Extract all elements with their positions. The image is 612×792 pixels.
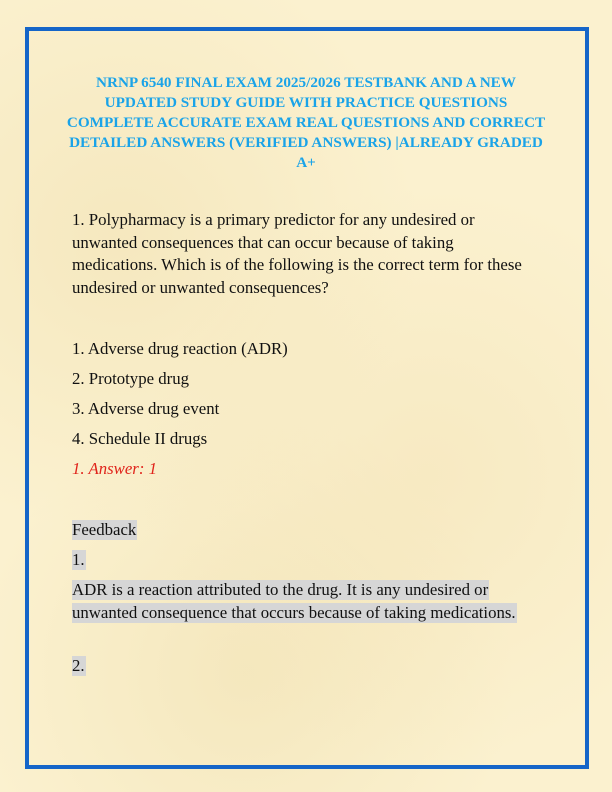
feedback-heading-container (72, 519, 542, 542)
option-4: 4. Schedule II drugs (72, 429, 208, 448)
answer-text: 1. Answer: 1 (72, 459, 157, 478)
feedback-item-2-number: 2. (72, 656, 85, 675)
feedback-item-1-text: ADR is a reaction attributed to the drug. It is any undesired or unwanted consequence that occurs because of taking medications. (72, 580, 516, 622)
options-list (72, 338, 542, 458)
feedback-item-1-number: 1. (72, 550, 85, 569)
feedback-item-2-number-container (72, 655, 542, 678)
document-title: NRNP 6540 FINAL EXAM 2025/2026 TESTBANK AND A NEW UPDATED STUDY GUIDE WITH PRACTICE QUESTIONS COMPLETE ACCURATE EXAM REAL QUESTIONS AND CORRECT DETAILED ANSWERS (VERIFIED ANSWERS) |ALREADY GRADED A+ (66, 74, 546, 171)
option-3: 3. Adverse drug event (72, 399, 220, 418)
option-2: 2. Prototype drug (72, 369, 189, 388)
option-1: 1. Adverse drug reaction (ADR) (72, 339, 288, 358)
feedback-heading: Feedback (72, 520, 137, 539)
question-text: 1. Polypharmacy is a primary predictor for any undesired or unwanted consequences that can occur because of taking medications. Which is of the following is the correct term for these undesired or unwanted consequences? (72, 210, 522, 297)
feedback-item-1-text-container (72, 579, 542, 624)
feedback-item-1-number-container (72, 549, 542, 572)
